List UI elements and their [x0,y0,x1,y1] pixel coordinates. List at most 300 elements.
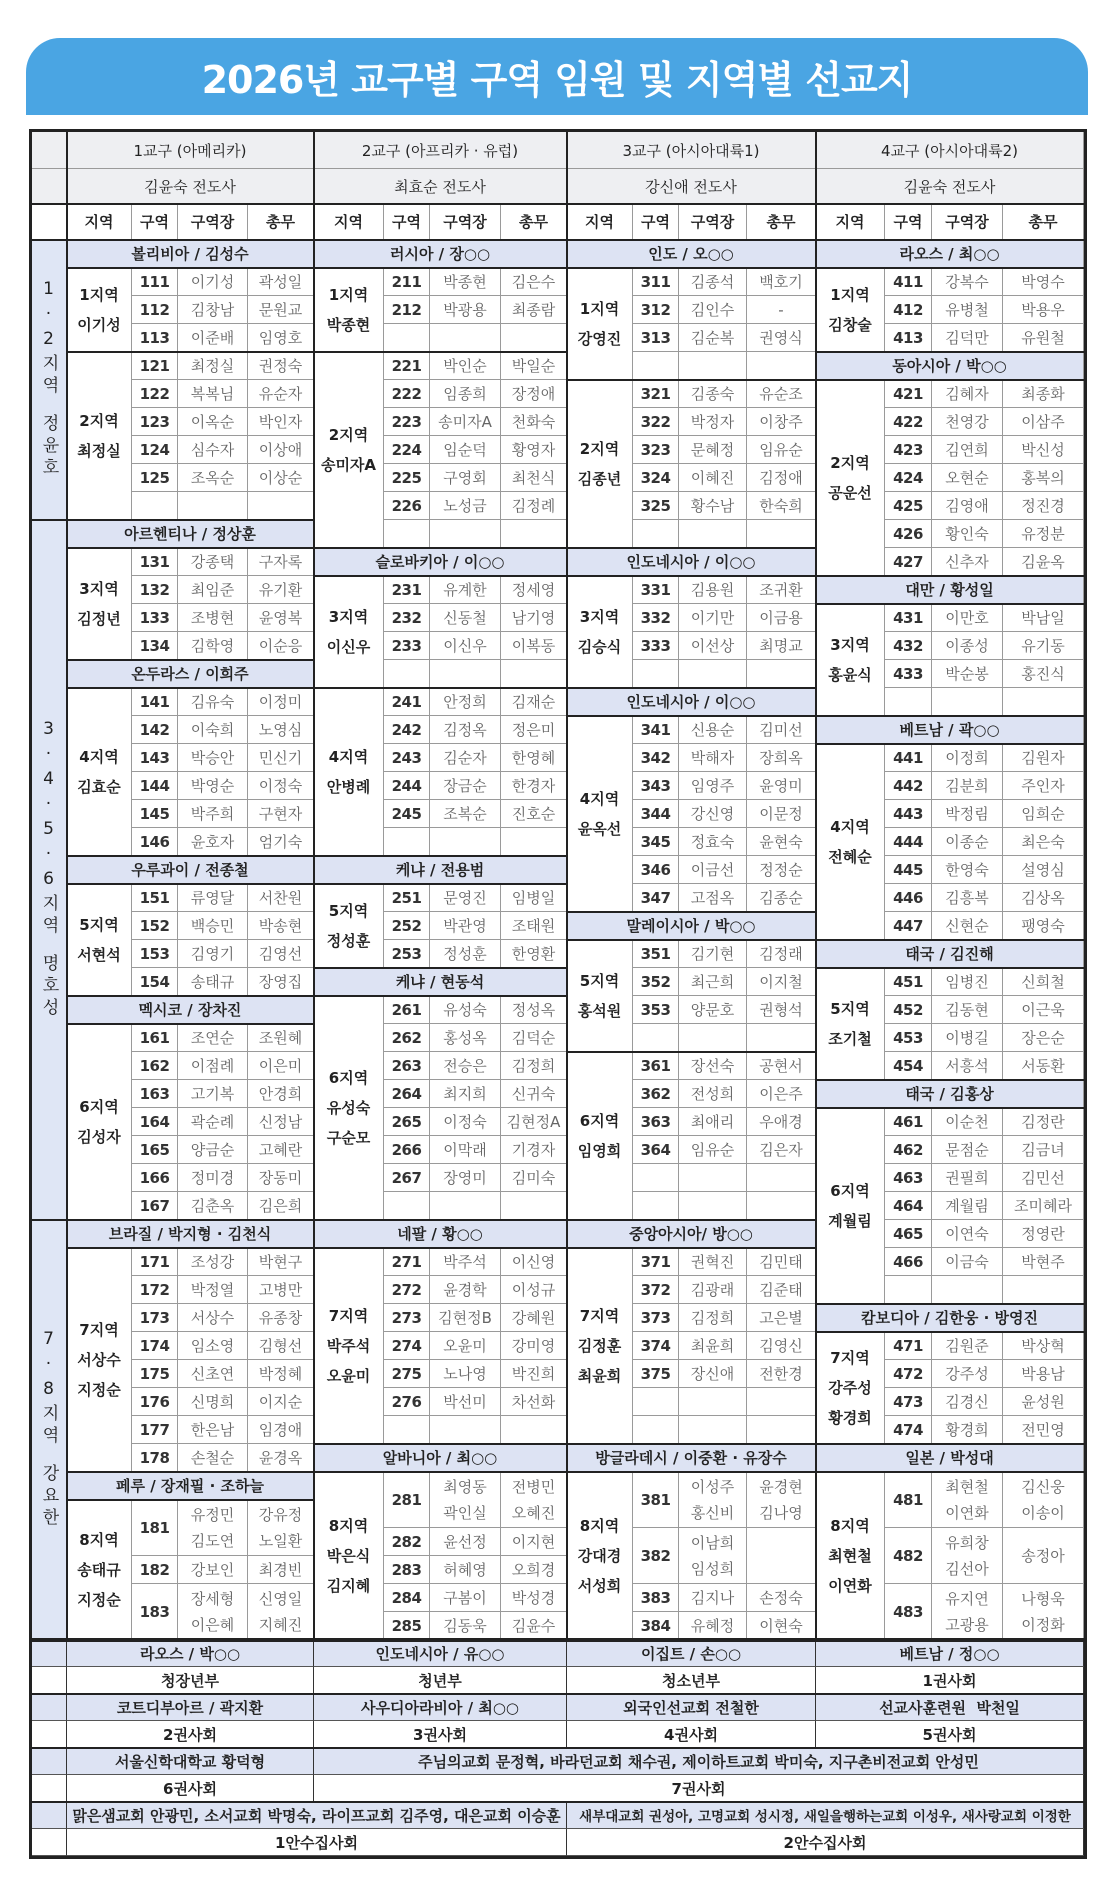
country-missionary: 라오스 / 최○○ [899,245,1000,263]
district-number: 443 [893,804,923,823]
district-secretary: 구현자 [258,804,303,823]
country-header [816,1444,1084,1472]
district-number: 266 [391,1140,422,1159]
district-leader-cell [932,296,1003,324]
district-secretary: 김나영 [759,1503,803,1522]
district-number: 465 [893,1224,923,1243]
district-leader-cell [430,604,501,632]
district-leader: 전성희 [690,1084,735,1103]
country-header [567,912,816,940]
district-secretary-cell [1003,1164,1084,1192]
region-leader: 안병례 [326,777,371,796]
column-header-label: 구역장 [443,213,487,231]
district-number-cell [885,772,932,800]
district-leader-cell [178,1080,248,1108]
district-number-cell [132,1556,178,1584]
district-leader: 박해자 [690,748,735,767]
district-secretary-cell [747,1164,816,1192]
column-header [567,204,633,240]
district-secretary: 남기영 [511,608,556,627]
column-header [501,204,567,240]
district-secretary-cell [248,688,314,716]
country-header [816,940,1084,968]
district-secretary-cell [501,940,567,968]
district-leader: 한영숙 [945,860,989,879]
district-leader: 김학영 [190,636,235,655]
district-secretary: 나형욱 [1021,1589,1065,1608]
district-leader: 김영애 [945,496,989,515]
region-leader: 김창술 [828,315,872,334]
district-secretary-cell [747,604,816,632]
district-secretary: 이은주 [759,1084,803,1103]
region-leader: 송미자A [320,455,377,474]
district-leader: 정효숙 [690,832,735,851]
divider-line [313,132,316,1640]
district-number: 412 [893,300,923,319]
district-leader-cell [679,1108,747,1136]
district-number-cell [885,828,932,856]
district-secretary: 천화숙 [511,412,556,431]
district-number-cell [885,856,932,884]
district-secretary: 홍복의 [1021,468,1065,487]
district-secretary-cell [747,1584,816,1612]
district-secretary: 이순응 [258,636,303,655]
district-number-cell [132,828,178,856]
parish-pastor: 김윤숙 전도사 [144,177,236,196]
country-header [567,548,816,576]
district-leader: 장금순 [443,776,487,795]
district-secretary-cell [747,576,816,604]
region-leader: 김종년 [577,469,622,488]
country-missionary: 동아시아 / 박○○ [892,357,1007,375]
district-leader-cell [679,884,747,912]
district-secretary: 이상순 [258,468,303,487]
district-leader-cell [679,1388,747,1416]
district-leader: 고점옥 [690,888,735,907]
district-number-cell [132,1416,178,1444]
district-secretary: 조귀환 [759,580,803,599]
district-number-cell [633,856,679,884]
district-secretary: 박정혜 [258,1364,303,1383]
district-leader-cell [430,1556,501,1584]
district-leader-cell [679,1164,747,1192]
district-number: 332 [640,608,671,627]
district-leader-cell [178,576,248,604]
country-header [67,996,314,1024]
district-leader: 임유순 [690,1140,735,1159]
district-secretary-cell [747,884,816,912]
district-secretary: 장정애 [511,384,556,403]
column-header [633,204,679,240]
district-number-cell [633,1388,679,1416]
district-leader-cell [430,1416,501,1444]
district-secretary-cell [501,1304,567,1332]
region-cell [816,744,885,940]
district-leader: 유성숙 [443,1000,487,1019]
district-leader-cell [932,1332,1003,1360]
district-secretary-cell [1003,996,1084,1024]
region-leader: 서상수 [77,1350,121,1369]
district-secretary: 정은미 [511,720,556,739]
district-number: 245 [391,804,422,823]
district-number-cell [384,884,430,912]
region-leader: 유성숙 [326,1098,371,1117]
district-number-cell [132,940,178,968]
district-number: 121 [139,356,170,375]
district-secretary: 박송현 [258,916,303,935]
district-leader: 김순자 [443,748,487,767]
district-secretary-cell [501,1024,567,1052]
district-secretary-cell [501,632,567,660]
district-leader: 박정림 [945,804,989,823]
district-number-cell [132,324,178,352]
district-number: 361 [640,1056,671,1075]
district-secretary-cell [747,1080,816,1108]
district-number: 346 [640,860,671,879]
district-number: 312 [640,300,671,319]
district-number: 164 [139,1112,170,1131]
district-number: 275 [391,1364,422,1383]
region-leader: 홍윤식 [828,665,872,684]
divider-line [32,1693,1084,1696]
region-leader: 지정순 [77,1380,121,1399]
mission-assignment: 선교사훈련원 박천일 [879,1698,1020,1717]
district-number-cell [885,1164,932,1192]
district-number-cell [132,1276,178,1304]
district-number-cell [132,632,178,660]
zone-area: 1·2지역 [38,279,59,398]
district-leader-cell [178,408,248,436]
district-leader: 권혁진 [690,1252,735,1271]
parish-name: 2교구 (아프리카 · 유럽) [361,141,519,160]
mission-cell [314,1694,567,1721]
district-number: 462 [893,1140,923,1159]
district-leader-cell [430,464,501,492]
district-secretary-cell [501,464,567,492]
district-secretary: 김영선 [258,944,303,963]
divider-line [314,351,567,354]
district-secretary: 권정숙 [258,356,303,375]
district-number-cell [132,744,178,772]
district-number: 364 [640,1140,671,1159]
mission-assignment: 인도네시아 / 유○○ [375,1644,505,1663]
region-label: 3지역 [79,579,119,598]
district-secretary-cell [248,772,314,800]
district-leader-cell [430,1164,501,1192]
district-secretary-cell [501,296,567,324]
district-secretary: 오혜진 [511,1503,556,1522]
district-secretary: 윤영미 [759,776,803,795]
district-number-cell [132,380,178,408]
label-column-cell [32,1829,67,1856]
district-secretary: 박일순 [511,356,556,375]
district-number: 382 [640,1546,671,1565]
district-leader-cell [178,828,248,856]
region-label: 4지역 [579,789,620,808]
district-leader: 임성희 [690,1559,735,1578]
region-cell [67,1024,132,1220]
roster-table [32,132,1084,1856]
district-number-cell [132,1584,178,1640]
district-number: 424 [893,468,923,487]
district-secretary: 이정화 [1021,1615,1065,1634]
district-secretary: 고병만 [258,1280,303,1299]
district-leader: 김선아 [945,1559,989,1578]
district-leader: 김춘옥 [190,1196,235,1215]
district-number: 241 [391,692,422,711]
district-secretary-cell [248,1024,314,1052]
country-header [567,1220,816,1248]
district-number-cell [384,828,430,856]
district-leader-cell [430,1192,501,1220]
district-secretary: 김정래 [759,944,803,963]
district-leader: 강신영 [690,804,735,823]
district-leader-cell [679,772,747,800]
district-secretary-cell [1003,1416,1084,1444]
district-number-cell [885,1276,932,1304]
district-leader-cell [679,1612,747,1640]
district-secretary-cell [248,380,314,408]
district-secretary-cell [1003,436,1084,464]
district-secretary-cell [501,1080,567,1108]
district-leader-cell [178,772,248,800]
district-leader: 이연숙 [945,1224,989,1243]
district-number: 271 [391,1252,422,1271]
district-leader: 송미자A [438,412,492,431]
district-number-cell [885,660,932,688]
zone-area: 3·4·5·6지역 [38,719,59,938]
district-secretary-cell [747,716,816,744]
region-leader: 이신우 [326,637,371,656]
district-leader-cell [178,1276,248,1304]
district-leader-cell [932,1388,1003,1416]
district-number: 183 [139,1602,170,1621]
district-secretary-cell [248,268,314,296]
district-number-cell [633,940,679,968]
district-leader-cell [178,1584,248,1640]
district-leader-cell [178,352,248,380]
country-missionary: 말레이시아 / 박○○ [626,917,756,935]
district-number-cell [132,1360,178,1388]
district-leader-cell [932,1472,1003,1528]
district-leader: 이순천 [945,1112,989,1131]
district-secretary-cell [501,1416,567,1444]
country-header [67,660,314,688]
region-label: 2지역 [79,411,119,430]
district-number-cell [384,604,430,632]
district-number: 474 [893,1420,923,1439]
district-number: 153 [139,944,170,963]
region-label: 7지역 [79,1320,119,1339]
district-number: 242 [391,720,422,739]
region-leader: 김성자 [77,1127,121,1146]
district-leader: 이옥순 [190,412,235,431]
divider-line [32,1801,1084,1804]
district-leader: 장영미 [443,1168,487,1187]
region-label: 2지역 [328,425,369,444]
district-secretary: 전병민 [511,1477,556,1496]
column-header [885,204,932,240]
district-number-cell [132,688,178,716]
district-leader-cell [430,1276,501,1304]
district-leader-cell [430,1108,501,1136]
country-missionary: 온두라스 / 이희주 [131,665,249,683]
divider-line [66,132,69,1640]
district-number: 442 [893,776,923,795]
zone-label-cell [32,1220,67,1640]
district-secretary-cell [747,1416,816,1444]
district-number-cell [384,632,430,660]
district-number: 481 [893,1490,923,1509]
country-header [567,240,816,268]
district-secretary-cell [501,1472,567,1528]
district-number-cell [633,828,679,856]
column-header-label: 구역 [140,213,169,231]
divider-line [32,1747,1084,1750]
district-number: 163 [139,1084,170,1103]
district-leader: 김동현 [945,1000,989,1019]
divider-line [567,1051,816,1054]
district-secretary-cell [501,1108,567,1136]
district-number-cell [132,604,178,632]
district-secretary-cell [248,604,314,632]
district-number: 178 [139,1448,170,1467]
region-leader: 황경희 [828,1408,872,1427]
divider-line [314,1247,567,1250]
district-number: 322 [640,412,671,431]
district-leader: 황경희 [945,1420,989,1439]
district-secretary-cell [501,744,567,772]
district-leader-cell [430,324,501,352]
society-cell [67,1829,567,1856]
district-number: 447 [893,916,923,935]
district-secretary: 김정애 [759,468,803,487]
district-number-cell [885,1528,932,1584]
district-number: 411 [893,272,923,291]
district-leader-cell [679,324,747,352]
district-leader-cell [178,492,248,520]
mission-assignment: 맑은샘교회 안광민, 소서교회 박명숙, 라이프교회 김주영, 대은교회 이승훈 [72,1806,561,1825]
region-leader: 강대경 [577,1546,622,1565]
country-header [314,1444,567,1472]
district-leader-cell [430,352,501,380]
district-number-cell [633,1304,679,1332]
district-secretary-cell [248,576,314,604]
district-leader: 장선숙 [690,1056,735,1075]
district-secretary-cell [501,828,567,856]
district-secretary-cell [248,324,314,352]
district-leader-cell [679,520,747,548]
district-secretary-cell [747,996,816,1024]
country-header [314,548,567,576]
mission-cell [567,1694,816,1721]
district-number-cell [384,1584,430,1612]
district-leader: 윤경학 [443,1280,487,1299]
country-header [314,856,567,884]
district-leader: 신동철 [443,608,487,627]
district-secretary: 김신웅 [1021,1477,1065,1496]
district-number: 145 [139,804,170,823]
district-leader-cell [178,1052,248,1080]
district-number-cell [633,268,679,296]
column-header-label: 지역 [835,213,865,231]
district-secretary-cell [501,660,567,688]
district-secretary-cell [501,1248,567,1276]
district-secretary: 임병일 [511,888,556,907]
column-header-label: 구역 [893,213,923,231]
district-leader-cell [679,1052,747,1080]
district-leader-cell [932,744,1003,772]
divider-line [816,1331,1084,1334]
district-leader: 황수남 [690,496,735,515]
district-leader: 임소영 [190,1336,235,1355]
district-number: 243 [391,748,422,767]
district-secretary-cell [248,1304,314,1332]
district-leader: 조옥순 [190,468,235,487]
divider-line [314,855,567,858]
district-leader-cell [679,1472,747,1528]
district-leader-cell [178,296,248,324]
district-secretary: 박현주 [1021,1252,1065,1271]
district-secretary: 한경자 [511,776,556,795]
district-leader-cell [679,940,747,968]
column-header-label: 총무 [519,213,548,231]
mission-cell [67,1640,314,1667]
district-leader: 조복순 [443,804,487,823]
region-cell [67,268,132,352]
district-number-cell [132,1388,178,1416]
divider-line [314,547,567,550]
country-missionary: 페루 / 장재필 · 조하늘 [116,1477,264,1495]
country-missionary: 베트남 / 곽○○ [899,721,1000,739]
district-secretary: 이삼주 [1021,412,1065,431]
district-secretary: 윤경현 [759,1477,803,1496]
divider-line [67,519,314,522]
country-header [67,1220,314,1248]
region-leader: 김정훈 [577,1336,622,1355]
district-secretary-cell [1003,856,1084,884]
district-leader-cell [932,1416,1003,1444]
district-secretary: 강유정 [258,1505,303,1524]
district-leader-cell [932,548,1003,576]
district-leader: 고광용 [945,1615,989,1634]
district-number: 232 [391,608,422,627]
divider-line [67,995,314,998]
district-leader-cell [430,1584,501,1612]
district-secretary-cell [248,352,314,380]
district-secretary-cell [747,800,816,828]
divider-line [314,967,567,970]
district-leader: 김정옥 [443,720,487,739]
district-leader: 임순덕 [443,440,487,459]
mission-assignment: 이집트 / 손○○ [640,1644,742,1663]
society-name: 2권사회 [163,1725,217,1744]
parish-name: 4교구 (아시아대륙2) [881,141,1018,160]
district-number: 343 [640,776,671,795]
district-secretary-cell [1003,520,1084,548]
district-number: 231 [391,580,422,599]
district-leader: 신초연 [190,1364,235,1383]
district-secretary-cell [501,1164,567,1192]
district-number: 152 [139,916,170,935]
district-number: 273 [391,1308,422,1327]
divider-line [67,1023,314,1026]
country-header [314,1220,567,1248]
district-leader-cell [932,520,1003,548]
region-cell [567,716,633,912]
district-secretary: 장희옥 [759,748,803,767]
district-leader-cell [679,492,747,520]
